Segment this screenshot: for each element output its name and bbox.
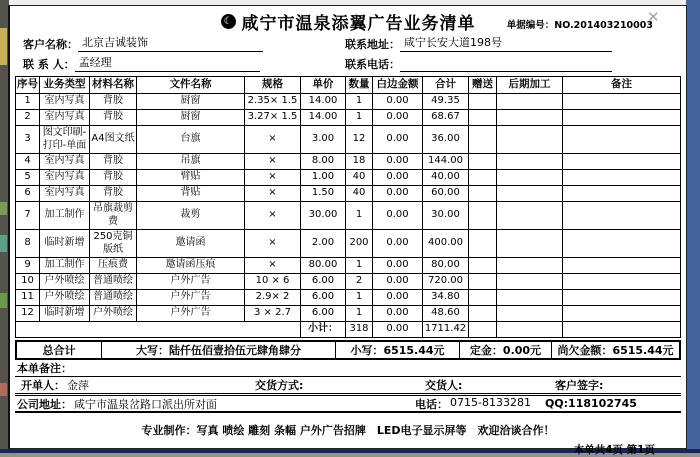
cell-qty: 40 — [346, 170, 373, 186]
cell-spec: 3 × 2.7 — [245, 306, 301, 322]
cell-file: 邀请函压痕 — [137, 258, 245, 274]
cell-qty: 40 — [346, 186, 373, 202]
cell-no: 3 — [16, 126, 40, 154]
cell-total: 40.00 — [423, 170, 469, 186]
cell-price: 6.00 — [301, 306, 346, 322]
cell-gift — [469, 274, 497, 290]
cell-spec: 2.35× 1.5 — [245, 94, 301, 110]
subtotal-row — [16, 322, 681, 338]
subtotal-spacer — [16, 322, 301, 338]
cell-file: 户外广告 — [137, 306, 245, 322]
cell-note — [563, 274, 681, 290]
cell-file: 邀请函 — [137, 230, 245, 258]
deliverer-label: 交货人: — [425, 379, 463, 392]
cell-margin: 0.00 — [373, 202, 423, 230]
cell-type: 加工制作 — [40, 202, 90, 230]
cell-spec: 3.27× 1.5 — [245, 110, 301, 126]
cell-spec: × — [245, 154, 301, 170]
cell-no: 2 — [16, 110, 40, 126]
desktop-icon-strip-5 — [0, 383, 7, 396]
cell-file: 台旗 — [137, 126, 245, 154]
cell-qty: 1 — [346, 258, 373, 274]
table-row — [16, 126, 681, 154]
subtotal-total: 1711.42 — [423, 322, 469, 338]
col-no: 序号 — [16, 77, 40, 94]
cell-type: 图文印刷-打印-单面 — [40, 126, 90, 154]
company-address-value: 咸宁市温泉岔路口派出所对面 — [74, 397, 217, 411]
balance-value: 6515.44元 — [612, 344, 674, 357]
table-row — [16, 94, 681, 110]
cell-spec: × — [245, 230, 301, 258]
cell-price: 14.00 — [301, 110, 346, 126]
cell-total: 720.00 — [423, 274, 469, 290]
col-price: 单价 — [301, 77, 346, 94]
footer-row-issuer — [15, 377, 681, 394]
cell-post — [497, 110, 563, 126]
cell-spec: 10 × 6 — [245, 274, 301, 290]
deposit-label: 定金： — [469, 344, 503, 357]
cell-post — [497, 202, 563, 230]
info-row-1 — [15, 34, 681, 54]
form-header — [15, 9, 681, 34]
cell-total: 144.00 — [423, 154, 469, 170]
issuer-value: 金萍 — [67, 379, 89, 392]
cell-gift — [469, 170, 497, 186]
cell-post — [497, 290, 563, 306]
table-row — [16, 230, 681, 258]
cell-qty: 1 — [346, 94, 373, 110]
cell-file: 裁剪 — [137, 202, 245, 230]
col-spec: 规格 — [245, 77, 301, 94]
cell-no: 1 — [16, 94, 40, 110]
cell-qty: 1 — [346, 110, 373, 126]
cell-material: 普通喷绘 — [90, 290, 137, 306]
cell-margin: 0.00 — [373, 230, 423, 258]
cell-margin: 0.00 — [373, 306, 423, 322]
cell-file: 吊旗 — [137, 154, 245, 170]
cell-total: 34.80 — [423, 290, 469, 306]
order-form-sheet — [8, 5, 687, 456]
cell-type: 临时新增 — [40, 230, 90, 258]
cell-note — [563, 110, 681, 126]
close-icon[interactable]: ✕ — [647, 8, 660, 26]
subtotal-gift — [469, 322, 497, 338]
table-row — [16, 170, 681, 186]
balance-due — [551, 342, 679, 358]
customer-signature-label: 客户签字: — [555, 379, 604, 392]
col-gift: 赠送 — [469, 77, 497, 94]
cell-no: 5 — [16, 170, 40, 186]
footer-row-company — [15, 395, 681, 413]
cell-no: 9 — [16, 258, 40, 274]
table-row — [16, 274, 681, 290]
cell-total: 36.00 — [423, 126, 469, 154]
cell-gift — [469, 186, 497, 202]
cell-margin: 0.00 — [373, 94, 423, 110]
cell-qty: 200 — [346, 230, 373, 258]
cell-type: 加工制作 — [40, 258, 90, 274]
cell-spec: × — [245, 202, 301, 230]
cell-post — [497, 258, 563, 274]
cell-material: 250克铜版纸 — [90, 230, 137, 258]
cell-qty: 12 — [346, 126, 373, 154]
cell-note — [563, 230, 681, 258]
cell-note — [563, 94, 681, 110]
cell-material: 户外喷绘 — [90, 306, 137, 322]
table-row — [16, 154, 681, 170]
cell-gift — [469, 154, 497, 170]
cell-no: 8 — [16, 230, 40, 258]
cell-spec: × — [245, 186, 301, 202]
cell-total: 49.35 — [423, 94, 469, 110]
cell-type: 室内写真 — [40, 94, 90, 110]
cell-qty: 2 — [346, 274, 373, 290]
grand-total-label: 总合计 — [42, 344, 76, 357]
desktop-icon-strip-2 — [0, 202, 7, 215]
table-row — [16, 186, 681, 202]
cell-gift — [469, 94, 497, 110]
desktop-icon-strip-4 — [0, 293, 7, 308]
cell-no: 7 — [16, 202, 40, 230]
order-table — [15, 76, 681, 338]
cell-type: 室内写真 — [40, 110, 90, 126]
qq-value: QQ:118102745 — [544, 397, 637, 410]
cell-margin: 0.00 — [373, 274, 423, 290]
cell-gift — [469, 290, 497, 306]
cell-material: 压痕费 — [90, 258, 137, 274]
cell-post — [497, 126, 563, 154]
cell-note — [563, 126, 681, 154]
cell-note — [563, 290, 681, 306]
cell-no: 10 — [16, 274, 40, 290]
col-margin: 白边金额 — [373, 77, 423, 94]
cell-note — [563, 306, 681, 322]
customer-label: 客户名称： — [23, 38, 78, 51]
col-note: 备注 — [563, 77, 681, 94]
table-row — [16, 290, 681, 306]
order-notes-row — [15, 360, 681, 377]
desktop-icon-strip-3 — [0, 235, 7, 252]
cell-margin: 0.00 — [373, 110, 423, 126]
cell-post — [497, 186, 563, 202]
cell-price: 1.50 — [301, 186, 346, 202]
contact-label: 联 系 人： — [23, 58, 75, 71]
cell-material: 普通喷绘 — [90, 274, 137, 290]
cell-margin: 0.00 — [373, 170, 423, 186]
address-label: 联系地址： — [345, 38, 400, 51]
cell-price: 2.00 — [301, 230, 346, 258]
table-row — [16, 306, 681, 322]
cell-file: 背贴 — [137, 186, 245, 202]
amount-figures-value: 6515.44元 — [383, 344, 445, 357]
cell-total: 68.67 — [423, 110, 469, 126]
cell-margin: 0.00 — [373, 154, 423, 170]
phone-label: 联系电话： — [345, 58, 400, 71]
cell-qty: 1 — [346, 202, 373, 230]
cell-price: 30.00 — [301, 202, 346, 230]
cell-gift — [469, 306, 497, 322]
cell-file: 厨窗 — [137, 110, 245, 126]
grand-total-row — [15, 340, 681, 360]
form-title: 咸宁市温泉添翼广告业务清单 — [241, 14, 476, 34]
cell-gift — [469, 110, 497, 126]
table-row — [16, 110, 681, 126]
customer-field[interactable]: 北京吉诚装饰 — [78, 34, 263, 52]
cell-note — [563, 202, 681, 230]
contact-field[interactable]: 孟经理 — [75, 54, 260, 72]
order-table-body — [16, 94, 681, 322]
cell-no: 4 — [16, 154, 40, 170]
cell-spec: × — [245, 258, 301, 274]
cell-no: 6 — [16, 186, 40, 202]
cell-type: 室内写真 — [40, 154, 90, 170]
cell-no: 12 — [16, 306, 40, 322]
cell-note — [563, 170, 681, 186]
cell-post — [497, 154, 563, 170]
cell-margin: 0.00 — [373, 290, 423, 306]
company-logo-icon: ☾ — [221, 14, 236, 29]
window-right-border — [686, 0, 700, 451]
cell-total: 400.00 — [423, 230, 469, 258]
subtotal-label: 小计： — [301, 322, 346, 338]
table-header-row — [16, 77, 681, 94]
table-row — [16, 202, 681, 230]
table-row — [16, 258, 681, 274]
cell-material: 吊旗裁剪费 — [90, 202, 137, 230]
subtotal-qty: 318 — [346, 322, 373, 338]
address-field[interactable]: 咸宁长安大道198号 — [400, 34, 612, 52]
amount-in-words: 大写：陆仟伍佰壹拾伍元肆角肆分 — [101, 342, 335, 358]
cell-material: 背胶 — [90, 154, 137, 170]
balance-label: 尚欠金额： — [557, 344, 613, 357]
cell-file: 户外广告 — [137, 274, 245, 290]
cell-gift — [469, 202, 497, 230]
cell-price: 6.00 — [301, 290, 346, 306]
cell-price: 80.00 — [301, 258, 346, 274]
issuer-label: 开单人： — [21, 379, 65, 392]
cell-price: 1.00 — [301, 170, 346, 186]
cell-note — [563, 154, 681, 170]
cell-type: 室内写真 — [40, 186, 90, 202]
doc-number-value: NO.201403210003 — [554, 20, 653, 31]
cell-material: 背胶 — [90, 94, 137, 110]
amount-in-figures — [335, 342, 459, 358]
deposit — [459, 342, 551, 358]
cell-gift — [469, 126, 497, 154]
cell-file: 厨窗 — [137, 94, 245, 110]
cell-price: 6.00 — [301, 274, 346, 290]
info-row-2 — [15, 54, 681, 74]
deposit-value: 0.00元 — [502, 344, 542, 357]
col-qty: 数量 — [346, 77, 373, 94]
subtotal-note — [563, 322, 681, 338]
cell-post — [497, 306, 563, 322]
cell-type: 户外喷绘 — [40, 274, 90, 290]
cell-margin: 0.00 — [373, 126, 423, 154]
cell-qty: 1 — [346, 306, 373, 322]
subtotal-margin: 0.00 — [373, 322, 423, 338]
cell-post — [497, 94, 563, 110]
cell-gift — [469, 230, 497, 258]
cell-file: 户外广告 — [137, 290, 245, 306]
cell-margin: 0.00 — [373, 258, 423, 274]
cell-price: 3.00 — [301, 126, 346, 154]
tel-value: 0715-8133281 — [450, 395, 531, 409]
notes-label: 本单备注： — [17, 362, 72, 375]
service-slogan: 专业制作：写真 喷绘 雕刻 条幅 户外广告招牌 LED电子显示屏等 欢迎洽谈合作！ — [141, 424, 555, 437]
doc-number — [507, 17, 653, 31]
col-file: 文件名称 — [137, 77, 245, 94]
cell-post — [497, 274, 563, 290]
cell-post — [497, 170, 563, 186]
cell-note — [563, 186, 681, 202]
delivery-method-label: 交货方式: — [255, 379, 304, 392]
cell-material: 背胶 — [90, 186, 137, 202]
amount-figures-label: 小写： — [350, 344, 384, 357]
cell-price: 14.00 — [301, 94, 346, 110]
cell-qty: 1 — [346, 290, 373, 306]
cell-spec: × — [245, 170, 301, 186]
cell-type: 临时新增 — [40, 306, 90, 322]
col-post: 后期加工 — [497, 77, 563, 94]
col-total: 合计 — [423, 77, 469, 94]
col-type: 业务类型 — [40, 77, 90, 94]
company-address-label: 公司地址： — [17, 397, 72, 411]
cell-spec: × — [245, 126, 301, 154]
cell-gift — [469, 258, 497, 274]
cell-margin: 0.00 — [373, 186, 423, 202]
cell-total: 80.00 — [423, 258, 469, 274]
cell-qty: 18 — [346, 154, 373, 170]
cell-file: 臂贴 — [137, 170, 245, 186]
subtotal-post — [497, 322, 563, 338]
col-material: 材料名称 — [90, 77, 137, 94]
cell-no: 11 — [16, 290, 40, 306]
phone-field[interactable] — [400, 70, 612, 72]
tel-label: 电话： — [415, 397, 448, 411]
cell-material: A4图文纸 — [90, 126, 137, 154]
cell-post — [497, 230, 563, 258]
cell-price: 8.00 — [301, 154, 346, 170]
cell-total: 30.00 — [423, 202, 469, 230]
cell-type: 室内写真 — [40, 170, 90, 186]
cell-material: 背胶 — [90, 170, 137, 186]
cell-total: 48.60 — [423, 306, 469, 322]
cell-type: 户外喷绘 — [40, 290, 90, 306]
cell-note — [563, 258, 681, 274]
doc-number-label: 单据编号： — [506, 20, 555, 31]
cell-spec: 2.9× 2 — [245, 290, 301, 306]
page-indicator: 本单共4页 第1页 — [573, 444, 655, 456]
cell-total: 60.00 — [423, 186, 469, 202]
cell-material: 背胶 — [90, 110, 137, 126]
desktop-icon-strip-1 — [0, 28, 7, 65]
